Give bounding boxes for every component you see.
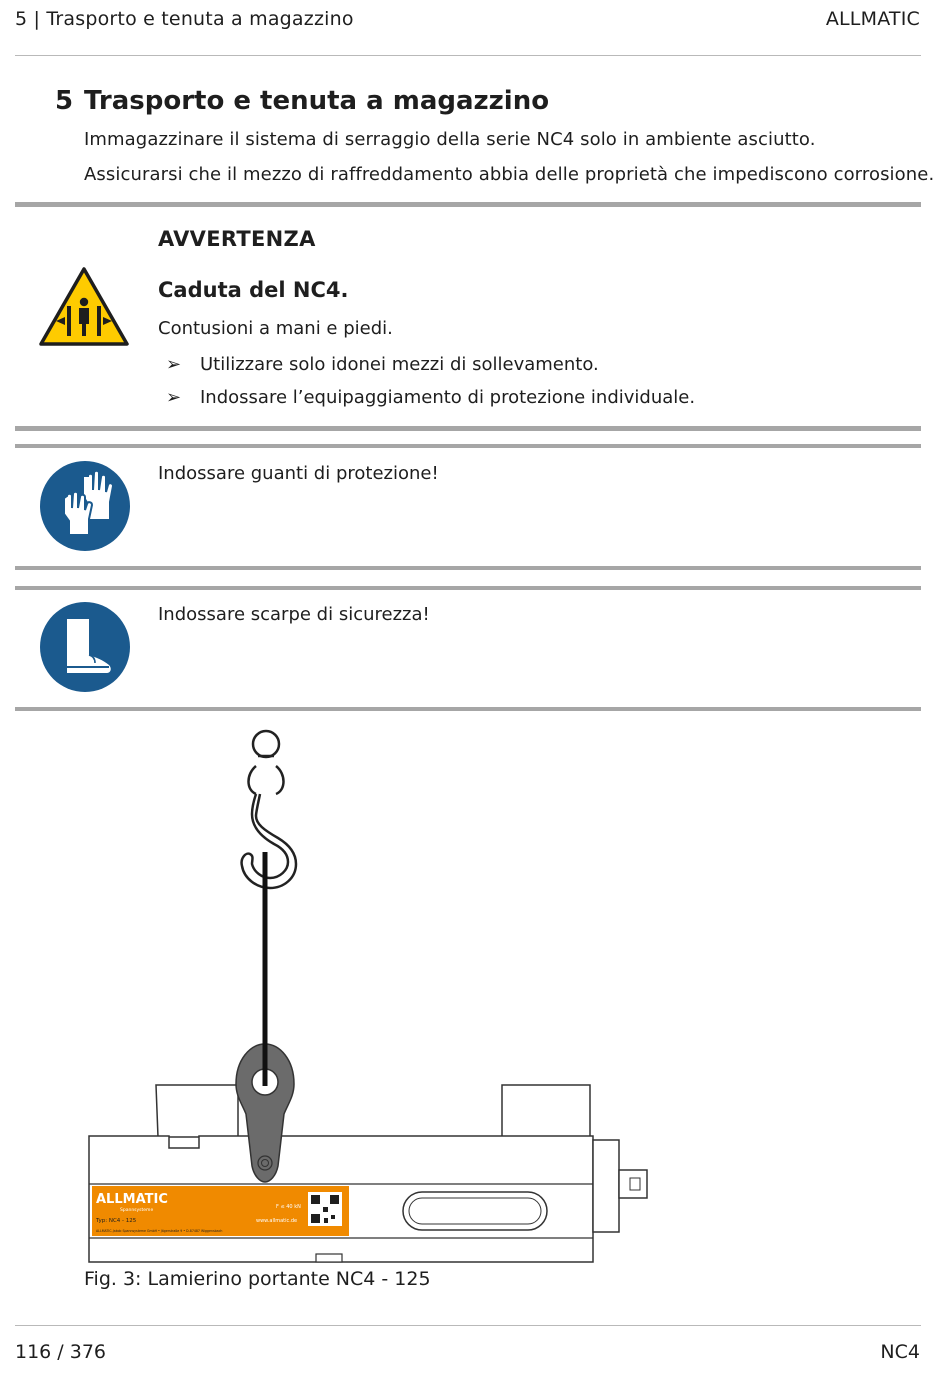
warning-consequence: Contusioni a mani e piedi. [158,318,393,339]
crane-hook-icon [242,731,296,888]
paragraph: Assicurarsi che il mezzo di raffreddamento abbia delle proprietà che impediscono corrosione. [84,164,935,185]
warning-measure [166,387,695,408]
running-header-left: 5 | Trasporto e tenuta a magazzino [15,8,354,30]
section-title: Trasporto e tenuta a magazzino [84,86,550,116]
warning-bottom-rule [15,426,921,431]
crush-hazard-warning-icon [38,266,130,348]
note-text: Indossare guanti di protezione! [158,463,439,484]
running-header-brand: ALLMATIC [825,8,920,30]
note-bottom-rule [15,566,921,570]
footer-product: NC4 [880,1341,920,1363]
figure-caption: Fig. 3: Lamierino portante NC4 - 125 [84,1268,431,1290]
bullet-arrow-icon: ➢ [166,354,182,375]
paragraph: Immagazzinare il sistema di serraggio della serie NC4 solo in ambiente asciutto. [84,129,816,150]
warning-hazard: Caduta del NC4. [158,278,349,302]
warning-top-rule [15,202,921,207]
warning-measure [166,354,599,375]
note-text: Indossare scarpe di sicurezza! [158,604,430,625]
label-type: Typ: NC4 - 125 [96,1218,137,1224]
measure-text: Utilizzare solo idonei mezzi di sollevamento. [200,354,599,375]
header-divider [15,55,921,56]
section-number: 5 [55,86,74,116]
gloves-mandatory-icon [39,460,131,552]
label-address: ALLMATIC-Jakob Spannsysteme GmbH • Jägerstraße 9 • D-87487 Wiggensbach [96,1229,223,1233]
safety-boots-mandatory-icon [39,601,131,693]
label-brand: ALLMATIC [96,1192,168,1207]
note-top-rule [15,586,921,590]
bullet-arrow-icon: ➢ [166,387,182,408]
label-website: www.allmatic.de [256,1218,298,1224]
label-force: F ≤ 40 kN [276,1204,301,1210]
note-top-rule [15,444,921,448]
footer-divider [15,1325,921,1326]
page-number: 116 / 376 [15,1341,107,1363]
label-brand-sub: Spannsysteme [120,1208,154,1213]
warning-signal-word: AVVERTENZA [158,227,316,251]
lifting-illustration [80,722,660,1267]
note-bottom-rule [15,707,921,711]
measure-text: Indossare l’equipaggiamento di protezione individuale. [200,387,696,408]
